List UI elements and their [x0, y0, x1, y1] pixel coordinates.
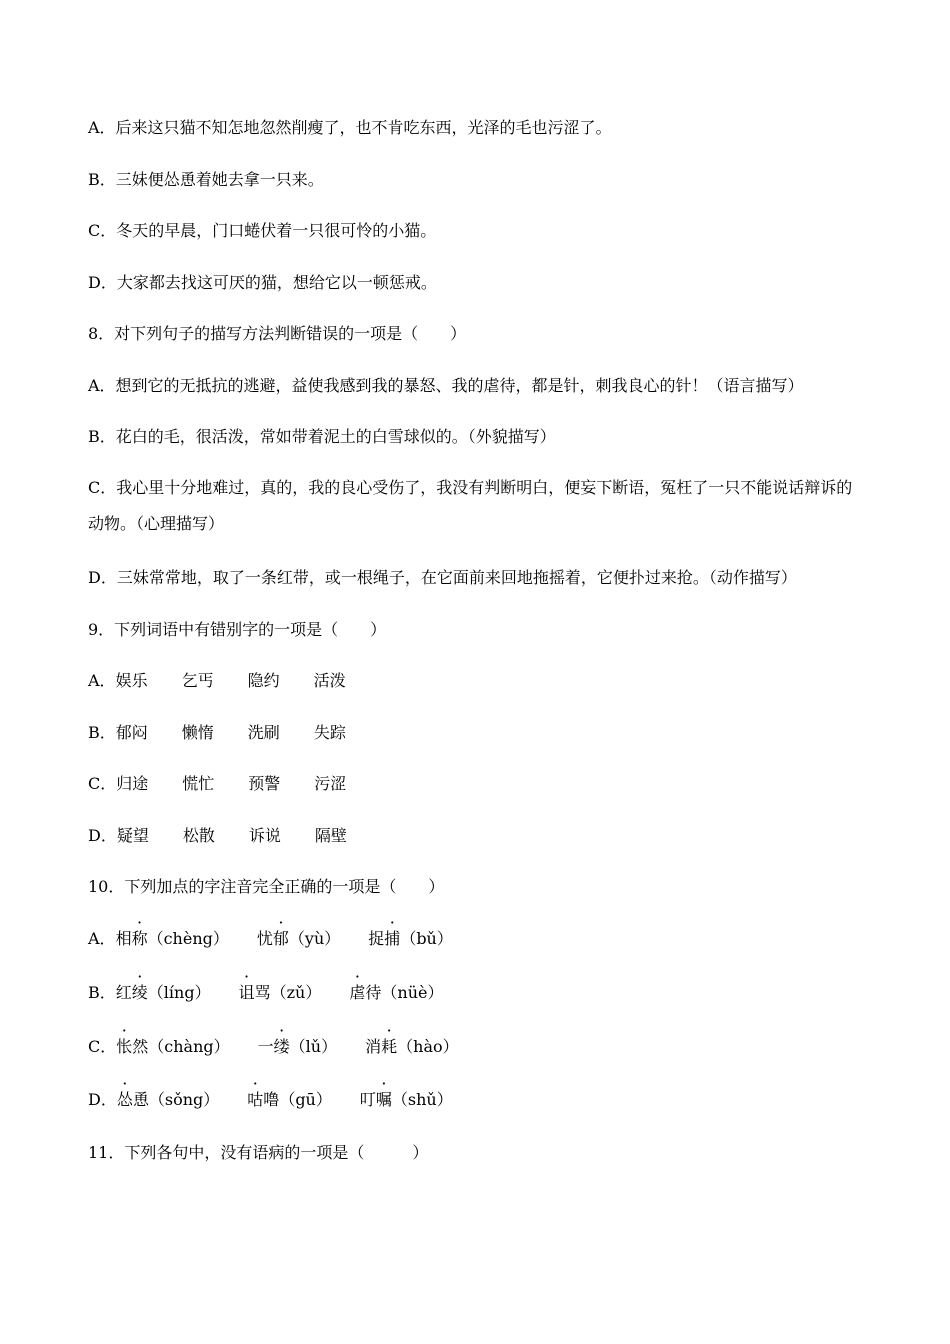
q10-d-w3-char1: 叮: [359, 1090, 376, 1109]
q9-option-d: [88, 826, 890, 846]
q9-option-c-label: C．: [88, 774, 117, 793]
q9-a-word-3: 隐约: [247, 671, 280, 690]
q8-option-d: [88, 568, 890, 588]
q10-a-w2-dotted-char: 郁: [272, 929, 289, 948]
q10-c-w3-dotted-char: 耗: [381, 1037, 398, 1056]
q8-option-a: [88, 376, 890, 396]
q10-a-pinyin-1: （chèng）: [147, 929, 229, 948]
q7-option-c-text: C．冬天的早晨，门口蜷伏着一只很可怜的小猫。: [88, 221, 437, 240]
q10-d-pinyin-2: （gū）: [279, 1090, 332, 1109]
q9-a-word-1: 娱乐: [115, 671, 148, 690]
q10-b-w1-char1: 红: [115, 983, 132, 1002]
q10-c-w2-dotted-char: 缕: [273, 1037, 290, 1056]
q8-stem-text: 8．对下列句子的描写方法判断错误的一项是（ ）: [88, 324, 467, 343]
q10-d-pinyin-1: （sǒng）: [148, 1090, 220, 1109]
q8-option-b: [88, 427, 890, 447]
q10-a-pinyin-2: （yù）: [288, 929, 341, 948]
q9-option-c: [88, 774, 890, 794]
q10-a-w3-dotted-char: 捕: [384, 929, 401, 948]
q10-a-w3-char1: 捉: [368, 929, 385, 948]
q11-stem: [88, 1143, 890, 1163]
q10-b-pinyin-3: （nüè）: [381, 983, 444, 1002]
q9-stem: [88, 620, 890, 640]
q10-c-w1-dotted-char: 怅: [116, 1037, 133, 1056]
q10-c-w3-char1: 消: [365, 1037, 382, 1056]
q9-d-word-2: 松散: [182, 826, 215, 845]
q10-option-a: [88, 929, 890, 949]
q9-option-b-label: B．: [88, 723, 116, 742]
q10-b-w2-dotted-char: 诅: [238, 983, 255, 1002]
q10-a-pinyin-3: （bǔ）: [400, 929, 453, 948]
q9-b-word-1: 郁闷: [115, 723, 148, 742]
q9-option-d-label: D．: [88, 826, 117, 845]
q10-option-d-label: D．: [88, 1090, 117, 1109]
q10-option-b-label: B．: [88, 983, 116, 1002]
q9-b-word-4: 失踪: [313, 723, 346, 742]
q9-c-word-2: 慌忙: [182, 774, 215, 793]
q7-option-b: [88, 170, 890, 190]
q9-stem-text: 9．下列词语中有错别字的一项是（ ）: [88, 620, 387, 639]
q10-b-w2-char2: 骂: [254, 983, 271, 1002]
q9-c-word-4: 污涩: [314, 774, 347, 793]
q10-b-pinyin-1: （líng）: [147, 983, 211, 1002]
q10-a-w1-dotted-char: 称: [131, 929, 148, 948]
q10-b-w3-char2: 待: [365, 983, 382, 1002]
q10-d-w1-char2: 恿: [132, 1090, 149, 1109]
q9-a-word-4: 活泼: [313, 671, 346, 690]
q9-b-word-2: 懒惰: [181, 723, 214, 742]
q9-b-word-3: 洗刷: [247, 723, 280, 742]
q10-b-pinyin-2: （zǔ）: [270, 983, 322, 1002]
q8-option-c: [88, 470, 868, 542]
q10-a-w1-char1: 相: [115, 929, 132, 948]
q8-option-d-text: D．三妹常常地，取了一条红带，或一根绳子，在它面前来回地拖摇着，它便扑过来抢。（动作描写）: [88, 568, 797, 587]
q9-option-a-label: A．: [88, 671, 116, 690]
q10-d-w2-char2: 噜: [263, 1090, 280, 1109]
q7-option-d: [88, 273, 890, 293]
q9-d-word-4: 隔壁: [314, 826, 347, 845]
q10-d-w3-dotted-char: 嘱: [375, 1090, 392, 1109]
q9-c-word-1: 归途: [116, 774, 149, 793]
q10-option-c-label: C．: [88, 1037, 117, 1056]
q7-option-d-text: D．大家都去找这可厌的猫，想给它以一顿惩戒。: [88, 273, 437, 292]
q10-d-pinyin-3: （shǔ）: [391, 1090, 453, 1109]
q9-option-b: [88, 723, 890, 743]
q9-d-word-3: 诉说: [248, 826, 281, 845]
q10-option-c: [88, 1037, 890, 1057]
q7-option-c: [88, 221, 890, 241]
q10-stem-text: 10．下列加点的字注音完全正确的一项是（ ）: [88, 877, 445, 896]
q10-b-w3-dotted-char: 虐: [349, 983, 366, 1002]
q9-d-word-1: 疑望: [116, 826, 149, 845]
q7-option-b-text: B．三妹便怂恿着她去拿一只来。: [88, 170, 324, 189]
q10-c-w2-char1: 一: [257, 1037, 274, 1056]
q10-c-pinyin-1: （chàng）: [148, 1037, 230, 1056]
q8-option-a-text: A．想到它的无抵抗的逃避，益使我感到我的暴怒、我的虐待，都是针，刺我良心的针！（语言描写）: [88, 376, 804, 395]
q10-stem: [88, 877, 890, 897]
q10-c-pinyin-3: （hào）: [397, 1037, 459, 1056]
q9-option-a: [88, 671, 890, 691]
q10-option-d: [88, 1090, 890, 1110]
q8-stem: [88, 324, 890, 344]
q7-option-a-text: A．后来这只猫不知怎地忽然削瘦了，也不肯吃东西，光泽的毛也污涩了。: [88, 118, 612, 137]
q9-c-word-3: 预警: [248, 774, 281, 793]
q9-a-word-2: 乞丐: [181, 671, 214, 690]
q10-option-b: [88, 983, 890, 1003]
q11-stem-text: 11．下列各句中，没有语病的一项是（ ）: [88, 1143, 429, 1162]
q8-option-c-text: C．我心里十分地难过，真的，我的良心受伤了，我没有判断明白，便妄下断语，冤枉了一只不能说话辩诉的动物。（心理描写）: [88, 478, 853, 533]
q10-d-w2-dotted-char: 咕: [247, 1090, 264, 1109]
q7-option-a: [88, 118, 890, 138]
q10-b-w1-dotted-char: 绫: [131, 983, 148, 1002]
q8-option-b-text: B．花白的毛，很活泼，常如带着泥土的白雪球似的。（外貌描写）: [88, 427, 556, 446]
q10-c-w1-char2: 然: [132, 1037, 149, 1056]
q10-a-w2-char1: 忧: [256, 929, 273, 948]
q10-d-w1-dotted-char: 怂: [116, 1090, 133, 1109]
q10-c-pinyin-2: （lǔ）: [289, 1037, 338, 1056]
q10-option-a-label: A．: [88, 929, 116, 948]
